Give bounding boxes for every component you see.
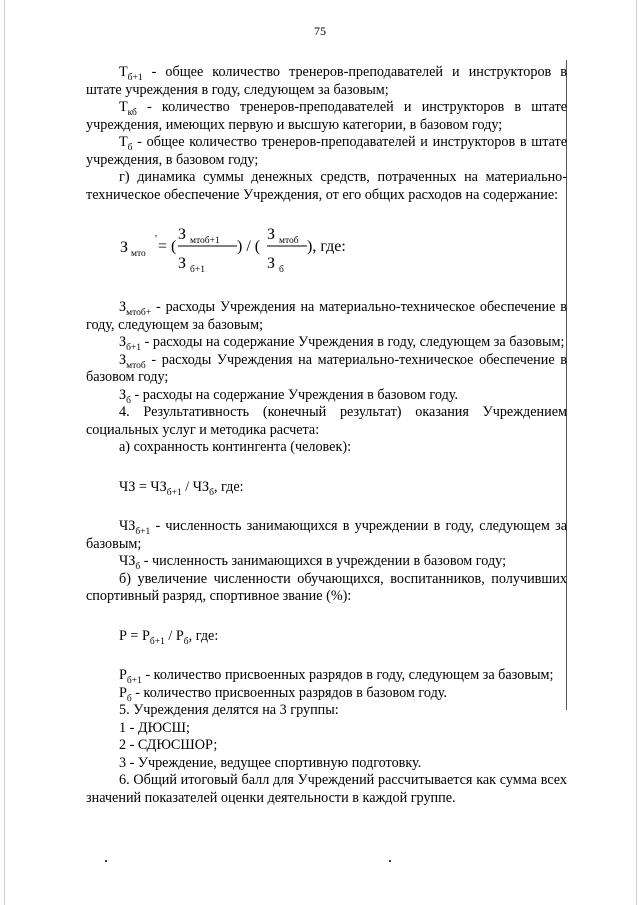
formula-lhs-sub: мто [131,249,146,259]
definition-chz-b: $ЧЗ_б$ - численность занимающихся в учреждении в базовом году; [119,553,507,572]
formula-tail: ), где: [307,238,346,255]
group-3: 3 - Учреждение, ведущее спортивную подготовку. [119,754,422,771]
definition-r-b1: $Р_{б+1}$ - количество присвоенных разрядов в году, следующем за базовым; [119,667,554,686]
paragraph-b: б) увеличение численности обучающихся, воспитанников, получивших спортивный разряд, спортивное звание (%): [86,570,567,604]
definition-r-b: $Р_б$ - количество присвоенных разрядов в базовом году. [119,684,448,704]
formula-num1-sub: мтоб+1 [190,236,220,246]
formula-mid: ) / ( [237,238,261,255]
definition-t-b: $Т_б$ - общее количество тренеров-преподавателей и инструкторов в штате учреждения, в базовом году; [86,134,567,168]
section-4: 4. Результативность (конечный результат) оказания Учреждением социальных услуг и методика расчета: [86,404,567,438]
document-body [86,64,567,807]
formula-den1-sub: б+1 [190,265,205,275]
scan-speck-left [105,860,107,862]
definition-z-b: $З_б$ - расходы на содержание Учреждения в базовом году. [119,386,459,406]
section-5: 5. Учреждения делятся на 3 группы: [119,702,339,718]
definition-z-mtob: $З_{мтоб}$ - расходы Учреждения на материально-техническое обеспечение в базовом году; [86,351,567,385]
definition-z-mtob1: $З_{мтоб+}$ - расходы Учреждения на материально-техническое обеспечение в году, следующем за базовым; [86,299,567,333]
formula-den2: З [267,255,276,272]
scan-speck-right [389,860,391,862]
formula-mto-svg [120,204,420,282]
definition-t-kb: $Т_{кб}$ - количество тренеров-преподавателей и инструкторов в штате учреждения, имеющих первую и высшую категории, в базовом году; [86,99,567,133]
group-1: 1 - ДЮСШ; [119,719,190,736]
formula-num2: З [267,226,276,243]
formula-prime: ' [155,233,157,245]
page-number: 75 [314,24,326,38]
formula-eq: = ( [158,238,177,255]
formula-r: $Р = Р_{б+1} / Р_б$, где: [119,627,219,647]
formula-chz: ЧЗ = $ЧЗ_{б+1} / ЧЗ_б$, где: [119,478,244,498]
formula-num1: З [178,226,187,243]
group-2: 2 - СДЮСШОР; [119,737,218,753]
scan-edge-right [636,0,637,905]
paragraph-g: г) динамика суммы денежных средств, потраченных на материально-техническое обеспечение Учреждения, от его общих расходов на содержание: [86,169,567,203]
definition-z-b1: $З_{б+1}$ - расходы на содержание Учреждения в году, следующем за базовым; [119,334,565,353]
scan-edge-left [4,0,5,905]
formula-mto [86,204,567,282]
definition-chz-b1: $ЧЗ_{б+1}$ - численность занимающихся в учреждении в году, следующем за базовым; [86,518,567,552]
formula-den2-sub: б [279,265,284,275]
formula-num2-sub: мтоб [279,236,299,246]
formula-lhs: З [120,239,129,256]
section-6: 6. Общий итоговый балл для Учреждений рассчитывается как сумма всех значений показателей оценки деятельности в каждой группе. [86,772,567,806]
paragraph-a: а) сохранность контингента (человек): [119,439,352,455]
definition-t-b1: $Т_{б+1}$ - общее количество тренеров-преподавателей и инструкторов в штате учреждения в году, следующем за базовым; [86,64,567,98]
formula-den1: З [178,255,187,272]
